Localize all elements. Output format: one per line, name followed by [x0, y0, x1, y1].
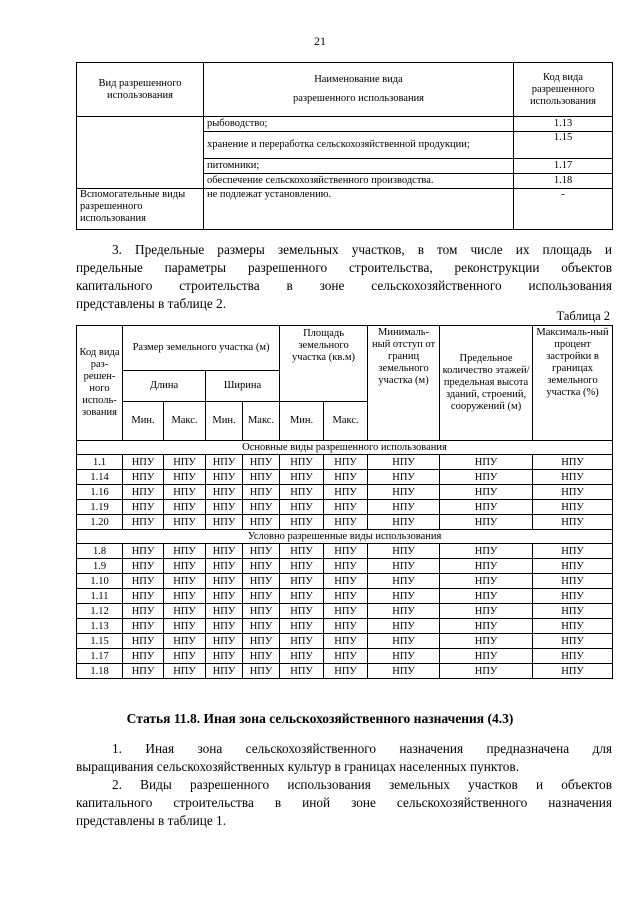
value-cell: НПУ — [440, 604, 533, 619]
value-cell: НПУ — [243, 589, 280, 604]
value-cell: НПУ — [440, 544, 533, 559]
row-code-cell: 1.17 — [77, 649, 123, 664]
value-cell: НПУ — [123, 589, 164, 604]
value-cell: НПУ — [280, 544, 324, 559]
header-coverage: Максималь-ный процент застройки в границах земельного участка (%) — [533, 326, 613, 441]
value-cell: НПУ — [206, 664, 243, 679]
section-row-conditional — [77, 530, 613, 544]
value-cell: НПУ — [123, 574, 164, 589]
value-cell: НПУ — [533, 619, 613, 634]
value-cell: НПУ — [123, 649, 164, 664]
table-row — [77, 589, 613, 604]
value-cell: НПУ — [123, 604, 164, 619]
value-cell: НПУ — [324, 500, 368, 515]
value-cell: НПУ — [243, 559, 280, 574]
section-row-main — [77, 441, 613, 455]
value-cell: НПУ — [206, 485, 243, 500]
table-row — [77, 500, 613, 515]
value-cell: НПУ — [164, 574, 206, 589]
value-cell: НПУ — [368, 515, 440, 530]
value-cell: НПУ — [243, 515, 280, 530]
value-cell: НПУ — [164, 485, 206, 500]
value-cell: НПУ — [440, 589, 533, 604]
header-length-max: Макс. — [164, 402, 206, 441]
table-row — [77, 559, 613, 574]
value-cell: НПУ — [243, 500, 280, 515]
value-cell: НПУ — [206, 544, 243, 559]
table-header-row — [77, 63, 613, 117]
aux-code-cell: - — [514, 189, 613, 230]
value-cell: НПУ — [324, 544, 368, 559]
section-main-rows — [77, 455, 613, 530]
value-cell: НПУ — [206, 619, 243, 634]
table-row — [77, 634, 613, 649]
empty-type-cell — [77, 117, 204, 189]
header-area-max: Макс. — [324, 402, 368, 441]
value-cell: НПУ — [206, 604, 243, 619]
row-code-cell: 1.10 — [77, 574, 123, 589]
value-cell: НПУ — [533, 634, 613, 649]
value-cell: НПУ — [123, 559, 164, 574]
value-cell: НПУ — [368, 500, 440, 515]
paragraph-1: 1. Иная зона сельскохозяйственного назначения предназначена для выращивания сельскохозяйственных культур в границах населенных пунктов. — [76, 741, 612, 774]
value-cell: НПУ — [164, 664, 206, 679]
value-cell: НПУ — [533, 455, 613, 470]
value-cell: НПУ — [324, 455, 368, 470]
value-cell: НПУ — [440, 559, 533, 574]
header-use-name: Наименование вида разрешенного использования — [204, 63, 514, 117]
use-code-cell: 1.18 — [514, 174, 613, 189]
value-cell: НПУ — [440, 500, 533, 515]
value-cell: НПУ — [243, 664, 280, 679]
header-use-code: Код вида разрешенного использования — [514, 63, 613, 117]
value-cell: НПУ — [324, 634, 368, 649]
permitted-use-table — [76, 62, 613, 230]
use-code-cell: 1.15 — [514, 132, 613, 159]
value-cell: НПУ — [533, 574, 613, 589]
table-row — [77, 604, 613, 619]
value-cell: НПУ — [440, 619, 533, 634]
value-cell: НПУ — [280, 485, 324, 500]
value-cell: НПУ — [440, 649, 533, 664]
value-cell: НПУ — [243, 455, 280, 470]
value-cell: НПУ — [280, 559, 324, 574]
header-size: Размер земельного участка (м) — [123, 326, 280, 371]
header-row-1 — [77, 326, 613, 371]
value-cell: НПУ — [324, 649, 368, 664]
value-cell: НПУ — [164, 649, 206, 664]
value-cell: НПУ — [533, 485, 613, 500]
parameters-table — [76, 325, 613, 679]
row-code-cell: 1.18 — [77, 664, 123, 679]
value-cell: НПУ — [206, 649, 243, 664]
aux-type-cell: Вспомогательные виды разрешенного использования — [77, 189, 204, 230]
value-cell: НПУ — [368, 649, 440, 664]
value-cell: НПУ — [440, 574, 533, 589]
header-length: Длина — [123, 371, 206, 402]
value-cell: НПУ — [164, 559, 206, 574]
value-cell: НПУ — [280, 619, 324, 634]
value-cell: НПУ — [533, 649, 613, 664]
value-cell: НПУ — [324, 485, 368, 500]
value-cell: НПУ — [324, 515, 368, 530]
value-cell: НПУ — [533, 664, 613, 679]
value-cell: НПУ — [440, 664, 533, 679]
value-cell: НПУ — [368, 485, 440, 500]
value-cell: НПУ — [243, 574, 280, 589]
table-row — [77, 515, 613, 530]
value-cell: НПУ — [164, 589, 206, 604]
header-area: Площадь земельного участка (кв.м) — [280, 326, 368, 402]
value-cell: НПУ — [206, 500, 243, 515]
value-cell: НПУ — [123, 619, 164, 634]
value-cell: НПУ — [533, 604, 613, 619]
table-row — [77, 485, 613, 500]
value-cell: НПУ — [533, 470, 613, 485]
value-cell: НПУ — [324, 470, 368, 485]
section-conditional-rows — [77, 544, 613, 679]
paragraph-2: 2. Виды разрешенного использования земельных участков и объектов капитального строительства в иной зоне сельскохозяйственного назначения представлены в таблице 1. — [76, 777, 612, 828]
row-code-cell: 1.8 — [77, 544, 123, 559]
value-cell: НПУ — [440, 485, 533, 500]
header-width-min: Мин. — [206, 402, 243, 441]
value-cell: НПУ — [368, 619, 440, 634]
value-cell: НПУ — [280, 649, 324, 664]
header-length-min: Мин. — [123, 402, 164, 441]
article-heading: Статья 11.8. Иная зона сельскохозяйственного назначения (4.3) — [126, 711, 514, 726]
value-cell: НПУ — [280, 455, 324, 470]
value-cell: НПУ — [280, 664, 324, 679]
table-row — [77, 619, 613, 634]
value-cell: НПУ — [164, 544, 206, 559]
value-cell: НПУ — [123, 664, 164, 679]
header-code: Код вида раз-решен-ного исполь-зования — [77, 326, 123, 441]
value-cell: НПУ — [368, 544, 440, 559]
use-code-cell: 1.17 — [514, 159, 613, 174]
header-setback: Минималь-ный отступ от границ земельного участка (м) — [368, 326, 440, 441]
row-code-cell: 1.11 — [77, 589, 123, 604]
value-cell: НПУ — [324, 589, 368, 604]
table-row — [77, 117, 613, 132]
value-cell: НПУ — [243, 604, 280, 619]
row-code-cell: 1.13 — [77, 619, 123, 634]
value-cell: НПУ — [123, 634, 164, 649]
value-cell: НПУ — [206, 574, 243, 589]
value-cell: НПУ — [164, 634, 206, 649]
row-code-cell: 1.16 — [77, 485, 123, 500]
row-code-cell: 1.12 — [77, 604, 123, 619]
value-cell: НПУ — [368, 664, 440, 679]
use-name-cell: обеспечение сельскохозяйственного производства. — [204, 174, 514, 189]
value-cell: НПУ — [206, 470, 243, 485]
table-row — [77, 574, 613, 589]
table-row — [77, 664, 613, 679]
aux-name-cell: не подлежат установлению. — [204, 189, 514, 230]
value-cell: НПУ — [440, 455, 533, 470]
header-floors: Предельное количество этажей/ предельная высота зданий, строений, сооружений (м) — [440, 326, 533, 441]
row-code-cell: 1.19 — [77, 500, 123, 515]
page-number: 21 — [314, 34, 326, 48]
value-cell: НПУ — [280, 589, 324, 604]
value-cell: НПУ — [368, 634, 440, 649]
use-name-cell: хранение и переработка сельскохозяйственной продукции; — [204, 132, 514, 159]
value-cell: НПУ — [368, 589, 440, 604]
value-cell: НПУ — [440, 634, 533, 649]
row-code-cell: 1.14 — [77, 470, 123, 485]
value-cell: НПУ — [324, 559, 368, 574]
value-cell: НПУ — [280, 604, 324, 619]
value-cell: НПУ — [440, 515, 533, 530]
header-width-max: Макс. — [243, 402, 280, 441]
table-row — [77, 649, 613, 664]
value-cell: НПУ — [206, 589, 243, 604]
value-cell: НПУ — [533, 544, 613, 559]
row-code-cell: 1.15 — [77, 634, 123, 649]
value-cell: НПУ — [164, 619, 206, 634]
value-cell: НПУ — [123, 515, 164, 530]
value-cell: НПУ — [368, 574, 440, 589]
value-cell: НПУ — [123, 455, 164, 470]
value-cell: НПУ — [280, 515, 324, 530]
header-area-min: Мин. — [280, 402, 324, 441]
row-code-cell: 1.9 — [77, 559, 123, 574]
value-cell: НПУ — [280, 500, 324, 515]
value-cell: НПУ — [324, 619, 368, 634]
use-name-cell: питомники; — [204, 159, 514, 174]
value-cell: НПУ — [533, 515, 613, 530]
value-cell: НПУ — [243, 544, 280, 559]
value-cell: НПУ — [123, 500, 164, 515]
value-cell: НПУ — [280, 634, 324, 649]
value-cell: НПУ — [164, 470, 206, 485]
value-cell: НПУ — [164, 500, 206, 515]
value-cell: НПУ — [324, 574, 368, 589]
value-cell: НПУ — [243, 485, 280, 500]
use-name-cell: рыбоводство; — [204, 117, 514, 132]
row-code-cell: 1.1 — [77, 455, 123, 470]
value-cell: НПУ — [324, 604, 368, 619]
table-row — [77, 455, 613, 470]
value-cell: НПУ — [243, 619, 280, 634]
use-code-cell: 1.13 — [514, 117, 613, 132]
section-main-title: Основные виды разрешенного использования — [77, 441, 613, 455]
table-caption: Таблица 2 — [556, 309, 610, 323]
value-cell: НПУ — [368, 604, 440, 619]
value-cell: НПУ — [440, 470, 533, 485]
value-cell: НПУ — [123, 485, 164, 500]
value-cell: НПУ — [243, 470, 280, 485]
value-cell: НПУ — [206, 559, 243, 574]
value-cell: НПУ — [280, 470, 324, 485]
value-cell: НПУ — [206, 634, 243, 649]
value-cell: НПУ — [324, 664, 368, 679]
section-conditional-title: Условно разрешенные виды использования — [77, 530, 613, 544]
value-cell: НПУ — [368, 559, 440, 574]
value-cell: НПУ — [243, 634, 280, 649]
header-width: Ширина — [206, 371, 280, 402]
value-cell: НПУ — [123, 544, 164, 559]
value-cell: НПУ — [368, 470, 440, 485]
paragraph-3: 3. Предельные размеры земельных участков, в том числе их площадь и предельные параметры разрешенного строительства, реконструкции объектов капитального строительства в зоне сельскохозяйственного использования представлены в таблице 2. — [76, 242, 612, 311]
value-cell: НПУ — [533, 589, 613, 604]
value-cell: НПУ — [368, 455, 440, 470]
row-code-cell: 1.20 — [77, 515, 123, 530]
table-row — [77, 189, 613, 230]
value-cell: НПУ — [164, 604, 206, 619]
table-row — [77, 544, 613, 559]
header-use-type: Вид разрешенного использования — [77, 63, 204, 117]
table-row — [77, 470, 613, 485]
value-cell: НПУ — [243, 649, 280, 664]
value-cell: НПУ — [164, 455, 206, 470]
value-cell: НПУ — [280, 574, 324, 589]
value-cell: НПУ — [206, 515, 243, 530]
value-cell: НПУ — [164, 515, 206, 530]
value-cell: НПУ — [206, 455, 243, 470]
value-cell: НПУ — [533, 500, 613, 515]
value-cell: НПУ — [123, 470, 164, 485]
value-cell: НПУ — [533, 559, 613, 574]
